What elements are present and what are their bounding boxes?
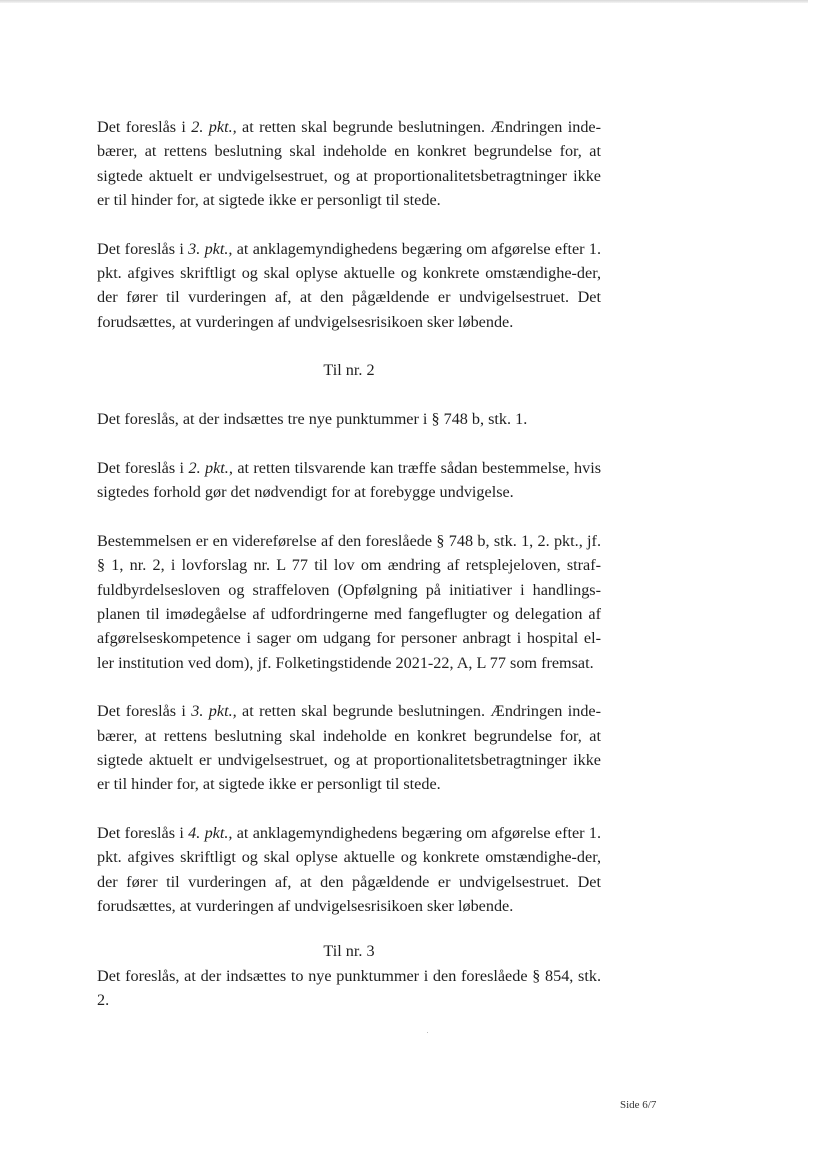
paragraph-italic-ref: 3. pkt., bbox=[191, 702, 237, 721]
paragraph-text: at retten skal begrunde beslutningen. Ændringen inde-bærer, at rettens beslutning skal indeholde en konkret begrundelse for, at sigtede aktuelt er undvigelsestruet, og at proportionalitetsbetragtninger ikke er til hinder for, at sigtede ikke er personligt til stede. bbox=[97, 702, 601, 794]
paragraph-text: Det foreslås i bbox=[97, 458, 189, 477]
paragraph-text: Det foreslås i bbox=[97, 239, 189, 258]
paragraph-2-pkt-begrundelse bbox=[97, 115, 601, 212]
paragraph-854-intro: Det foreslås, at der indsættes to nye punktummer i den foreslåede § 854, stk. 2. bbox=[97, 966, 601, 1009]
scan-top-edge bbox=[0, 0, 808, 3]
paragraph-text: at retten skal begrunde beslutningen. Ændringen inde-bærer, at rettens beslutning skal indeholde en konkret begrundelse for, at sigtede aktuelt er undvigelsestruet, og at proportionalitetsbetragtninger ikke er til hinder for, at sigtede ikke er personligt til stede. bbox=[97, 118, 601, 209]
paragraph-748b-intro: Det foreslås, at der indsættes tre nye punktummer i § 748 b, stk. 1. bbox=[97, 410, 528, 429]
page-number: Side 6/7 bbox=[620, 1099, 657, 1111]
paragraph-text: at retten tilsvarende kan træffe sådan bestemmelse, hvis sigtedes forhold gør det nødvendigt for at forebygge undvigelse. bbox=[97, 458, 602, 502]
paragraph-text: at anklagemyndighedens begæring om afgørelse efter 1. pkt. afgives skriftligt og skal oplyse aktuelle og konkrete omstændighe-der, der fører til vurderingen af, at den pågældende er undvigelsestruet. Det forudsættes, at vurderingen af undvigelsesrisikoen sker løbende. bbox=[97, 824, 602, 915]
section-heading-til-nr-3: Til nr. 3 bbox=[323, 942, 375, 961]
paragraph-text: Det foreslås i bbox=[97, 118, 192, 136]
paragraph-italic-ref: 2. pkt., bbox=[191, 118, 237, 136]
paragraph-text: at anklagemyndighedens begæring om afgørelse efter 1. pkt. afgives skriftligt og skal oplyse aktuelle og konkrete omstændighe-der, der fører til vurderingen af, at den pågældende er undvigelsestruet. Det forudsættes, at vurderingen af undvigelsesrisikoen sker løbende. bbox=[97, 239, 602, 331]
paragraph-text: Det foreslås i bbox=[97, 702, 192, 721]
paragraph-videreforelse: Bestemmelsen er en videreførelse af den foreslåede § 748 b, stk. 1, 2. pkt., jf. § 1, nr. 2, i lovforslag nr. L 77 til lov om ændring af retsplejeloven, straf-fuldbyrdelsesloven og straffeloven (Opfølgning på initiativer i handlings-planen til imødegåelse af udfordringerne med fangeflugter og delegation af afgørelseskompetence i sager om udgang for personer anbragt i hospital el-ler institution ved dom), jf. Folketingstidende 2021-22, A, L 77 som fremsat. bbox=[97, 532, 601, 672]
paragraph-2-pkt-undvigelse bbox=[97, 456, 601, 505]
paragraph-text: Det foreslås i bbox=[97, 824, 189, 843]
scan-speck bbox=[427, 1032, 428, 1033]
paragraph-italic-ref: 4. pkt., bbox=[188, 824, 233, 843]
paragraph-3-pkt-begrundelse bbox=[97, 699, 601, 796]
paragraph-4-pkt-begaering bbox=[97, 821, 601, 918]
section-heading-til-nr-2: Til nr. 2 bbox=[323, 361, 375, 380]
paragraph-italic-ref: 2. pkt., bbox=[188, 458, 233, 477]
paragraph-3-pkt-begaering bbox=[97, 237, 601, 334]
document-body bbox=[97, 115, 601, 1012]
paragraph-italic-ref: 3. pkt., bbox=[188, 239, 233, 258]
